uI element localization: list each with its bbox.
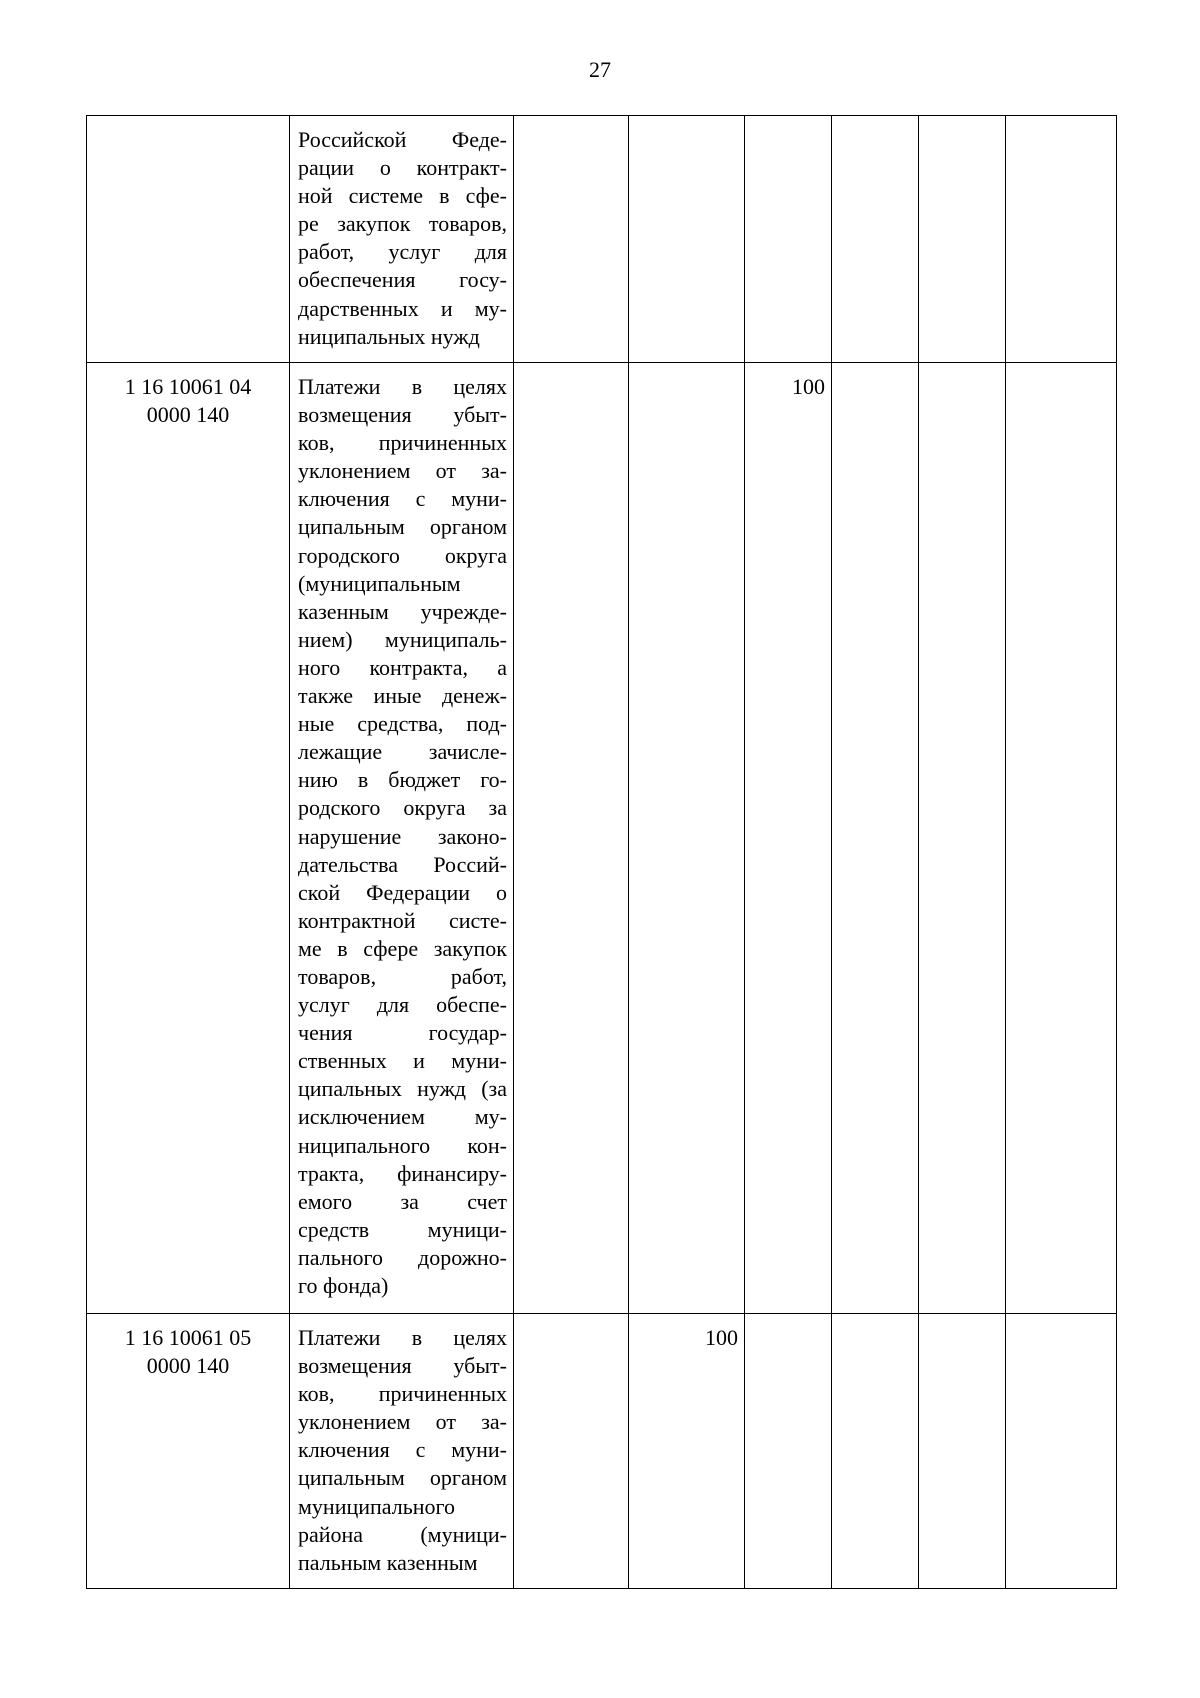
description-word: причиненных: [378, 1381, 507, 1407]
description-word: го-: [480, 767, 507, 793]
description-line: [298, 154, 507, 182]
budget-code-cell: [87, 1314, 290, 1589]
description-word: в: [357, 767, 369, 793]
description-word: в: [439, 183, 450, 209]
description-word: ской: [298, 879, 341, 905]
description-word: а: [497, 654, 507, 680]
budget-code-cell: [87, 116, 290, 363]
description-word: ципальным: [298, 1465, 405, 1491]
description-line: [298, 323, 507, 351]
description-word: муни-: [451, 486, 507, 512]
description-word: ципальным: [298, 514, 405, 540]
description-word: (муници-: [420, 1521, 507, 1547]
description-word: систе-: [448, 907, 507, 933]
description-word: за: [400, 1188, 419, 1214]
description-line: [298, 210, 507, 238]
description-word: контрактной: [298, 907, 416, 933]
description-word: чения: [298, 1020, 353, 1046]
description-word: (муниципальным: [298, 570, 461, 596]
value-cell: [1006, 1314, 1117, 1589]
description-word: нию: [298, 767, 338, 793]
description-word: убыт-: [453, 1353, 507, 1379]
description-word: ного: [298, 654, 341, 680]
description-word: пального: [298, 1244, 383, 1270]
description-line: [298, 598, 507, 626]
description-word: о: [495, 879, 507, 905]
description-line: [298, 1493, 507, 1521]
description-word: нарушение: [298, 823, 402, 849]
description-line: [298, 1352, 507, 1380]
description-word: ной: [298, 183, 333, 209]
description-word: исключением: [298, 1104, 425, 1130]
description-word: ниципального: [298, 1132, 431, 1158]
description-line: [298, 429, 507, 457]
description-line: [298, 851, 507, 879]
value-cell: [745, 1314, 832, 1589]
budget-code-line: 0000 140: [146, 1353, 230, 1379]
description-word: системе: [348, 183, 424, 209]
description-word: денеж-: [441, 683, 507, 709]
value-cell: [514, 363, 629, 1314]
value-cell: [832, 1314, 919, 1589]
table-body: [87, 116, 1117, 1589]
description-word: госу-: [459, 267, 507, 293]
description-word: ключения: [298, 1437, 390, 1463]
description-word: учрежде-: [420, 598, 507, 624]
description-word: средств: [298, 1216, 370, 1242]
description-line: [298, 1436, 507, 1464]
description-word: также: [298, 683, 354, 709]
description-word: контракт-: [416, 155, 507, 181]
description-word: возмещения: [298, 402, 412, 428]
description-cell: [290, 1314, 514, 1589]
description-word: ков,: [298, 1381, 335, 1407]
value-cell: [514, 1314, 629, 1589]
description-word: городского: [298, 542, 400, 568]
description-word: Федерации: [366, 879, 470, 905]
description-word: ре: [298, 211, 319, 237]
budget-code-line: 1 16 10061 04: [124, 374, 252, 399]
description-line: [298, 766, 507, 794]
description-word: му-: [474, 295, 507, 321]
description-line: [298, 1188, 507, 1216]
description-line: [298, 991, 507, 1019]
description-word: и: [413, 1048, 425, 1074]
description-line: [298, 794, 507, 822]
value-cell: [919, 116, 1006, 363]
description-word: фонда): [322, 1273, 389, 1298]
description-line: [298, 401, 507, 429]
description-line: [298, 1549, 507, 1577]
description-word: сфере: [363, 935, 419, 961]
description-word: закупок: [337, 211, 411, 237]
description-line: [298, 682, 507, 710]
description-line: [298, 654, 507, 682]
description-word: муниципального: [298, 1493, 456, 1519]
description-word: района: [298, 1521, 364, 1547]
description-line: [298, 570, 507, 598]
description-word: лежащие: [298, 739, 383, 765]
description-word: дорожно-: [418, 1244, 507, 1270]
description-line: [298, 879, 507, 907]
description-word: округа: [444, 542, 507, 568]
value-cell: [832, 363, 919, 1314]
description-line: [298, 1103, 507, 1131]
description-word: зачисле-: [428, 739, 507, 765]
description-word: муниципаль-: [384, 626, 507, 652]
table-row: [87, 116, 1117, 363]
description-word: казенным: [386, 1549, 478, 1575]
description-word: в: [411, 1325, 423, 1350]
description-word: кон-: [467, 1132, 507, 1158]
description-line: [298, 182, 507, 210]
value-cell: 100: [629, 1314, 745, 1589]
description-line: [298, 1216, 507, 1244]
description-word: государ-: [428, 1020, 507, 1046]
description-word: услуг: [298, 992, 350, 1018]
description-word: муни-: [451, 1048, 507, 1074]
description-line: [298, 963, 507, 991]
description-word: бюджет: [388, 767, 461, 793]
description-word: для: [474, 239, 507, 265]
description-line: [298, 1047, 507, 1075]
description-line: [298, 738, 507, 766]
description-word: уклонением: [298, 458, 411, 484]
value-cell: [629, 363, 745, 1314]
value-cell: 100: [745, 363, 832, 1314]
description-word: целях: [453, 1325, 507, 1350]
description-line: [298, 457, 507, 485]
description-line: [298, 1132, 507, 1160]
description-word: емого: [298, 1188, 353, 1214]
description-line: [298, 1272, 507, 1300]
description-word: родского: [298, 795, 381, 821]
description-word: ков,: [298, 430, 335, 456]
description-word: товаров,: [298, 963, 377, 989]
description-word: ключения: [298, 486, 390, 512]
description-word: с: [415, 1437, 426, 1463]
description-word: возмещения: [298, 1353, 412, 1379]
description-line: [298, 295, 507, 323]
budget-code-line: 1 16 10061 05: [124, 1325, 252, 1350]
description-word: услуг: [388, 239, 441, 265]
description-line: [298, 823, 507, 851]
description-line: [298, 266, 507, 294]
description-word: му-: [474, 1104, 507, 1130]
description-line: [298, 485, 507, 513]
value-cell: [745, 116, 832, 363]
description-word: от: [435, 458, 456, 484]
description-word: ме: [298, 935, 322, 961]
description-word: ципальных: [298, 1076, 402, 1102]
description-word: ственных: [298, 1048, 387, 1074]
value-cell: [919, 363, 1006, 1314]
budget-revenue-table: [86, 115, 1117, 1589]
budget-code-line: 0000 140: [146, 402, 230, 428]
description-word: Феде-: [451, 127, 507, 152]
description-line: [298, 1380, 507, 1408]
description-word: финансиру-: [397, 1160, 507, 1186]
description-word: пальным: [298, 1549, 382, 1575]
description-word: дарственных: [298, 295, 419, 321]
description-word: под-: [466, 711, 507, 737]
description-word: в: [337, 935, 348, 961]
description-word: нужд: [417, 1076, 466, 1102]
description-word: в: [411, 374, 423, 399]
description-word: работ,: [450, 963, 507, 989]
description-word: за-: [481, 1409, 507, 1435]
value-cell: [1006, 116, 1117, 363]
description-word: дательства: [298, 851, 399, 877]
page-number: 27: [589, 57, 611, 82]
description-word: с: [415, 486, 426, 512]
description-word: Россий-: [433, 851, 507, 877]
description-cell: [290, 116, 514, 363]
description-word: иные: [373, 683, 422, 709]
description-word: целях: [453, 374, 507, 399]
table-row: [87, 363, 1117, 1314]
description-line: [298, 1408, 507, 1436]
description-line: [298, 710, 507, 738]
description-word: обеспечения: [298, 267, 416, 293]
description-word: счет: [467, 1188, 507, 1214]
description-line: [298, 126, 507, 154]
description-line: [298, 1160, 507, 1188]
description-line: [298, 1075, 507, 1103]
description-word: муници-: [427, 1216, 507, 1242]
description-line: [298, 542, 507, 570]
description-line: [298, 1324, 507, 1352]
description-word: Платежи: [298, 374, 381, 399]
table-row: [87, 1314, 1117, 1589]
description-word: (за: [481, 1076, 507, 1102]
description-word: ные: [298, 711, 335, 737]
description-word: за: [488, 795, 507, 821]
description-word: для: [376, 992, 410, 1018]
description-word: о: [379, 155, 391, 181]
description-word: Платежи: [298, 1325, 381, 1350]
description-word: законо-: [437, 823, 507, 849]
description-word: сфе-: [465, 183, 507, 209]
description-word: органом: [429, 514, 507, 540]
description-word: муни-: [451, 1437, 507, 1463]
description-line: [298, 513, 507, 541]
description-word: причиненных: [378, 430, 507, 456]
description-cell: [290, 363, 514, 1314]
description-line: [298, 1521, 507, 1549]
description-line: [298, 1464, 507, 1492]
description-word: обеспе-: [436, 992, 507, 1018]
description-word: нужд: [430, 323, 480, 349]
description-word: за-: [481, 458, 507, 484]
description-line: [298, 373, 507, 401]
description-line: [298, 238, 507, 266]
description-word: тракта,: [298, 1160, 365, 1186]
description-word: нием): [298, 626, 353, 652]
description-line: [298, 1019, 507, 1047]
description-word: работ,: [298, 239, 355, 265]
value-cell: [832, 116, 919, 363]
description-line: [298, 907, 507, 935]
description-word: контракта,: [369, 654, 469, 680]
value-cell: [514, 116, 629, 363]
description-line: [298, 1244, 507, 1272]
description-word: казенным: [298, 598, 389, 624]
description-word: Российской: [298, 127, 407, 152]
description-word: го: [298, 1273, 318, 1298]
description-word: от: [435, 1409, 456, 1435]
description-word: средства,: [357, 711, 444, 737]
value-cell: [1006, 363, 1117, 1314]
description-line: [298, 626, 507, 654]
description-word: органом: [429, 1465, 507, 1491]
description-line: [298, 935, 507, 963]
value-cell: [919, 1314, 1006, 1589]
description-word: ниципальных: [298, 323, 426, 349]
description-word: уклонением: [298, 1409, 411, 1435]
description-word: убыт-: [453, 402, 507, 428]
description-word: рации: [298, 155, 355, 181]
budget-code-cell: [87, 363, 290, 1314]
description-word: товаров,: [428, 211, 507, 237]
value-cell: [629, 116, 745, 363]
description-word: и: [440, 295, 453, 321]
description-word: закупок: [433, 935, 507, 961]
description-word: округа: [403, 795, 466, 821]
